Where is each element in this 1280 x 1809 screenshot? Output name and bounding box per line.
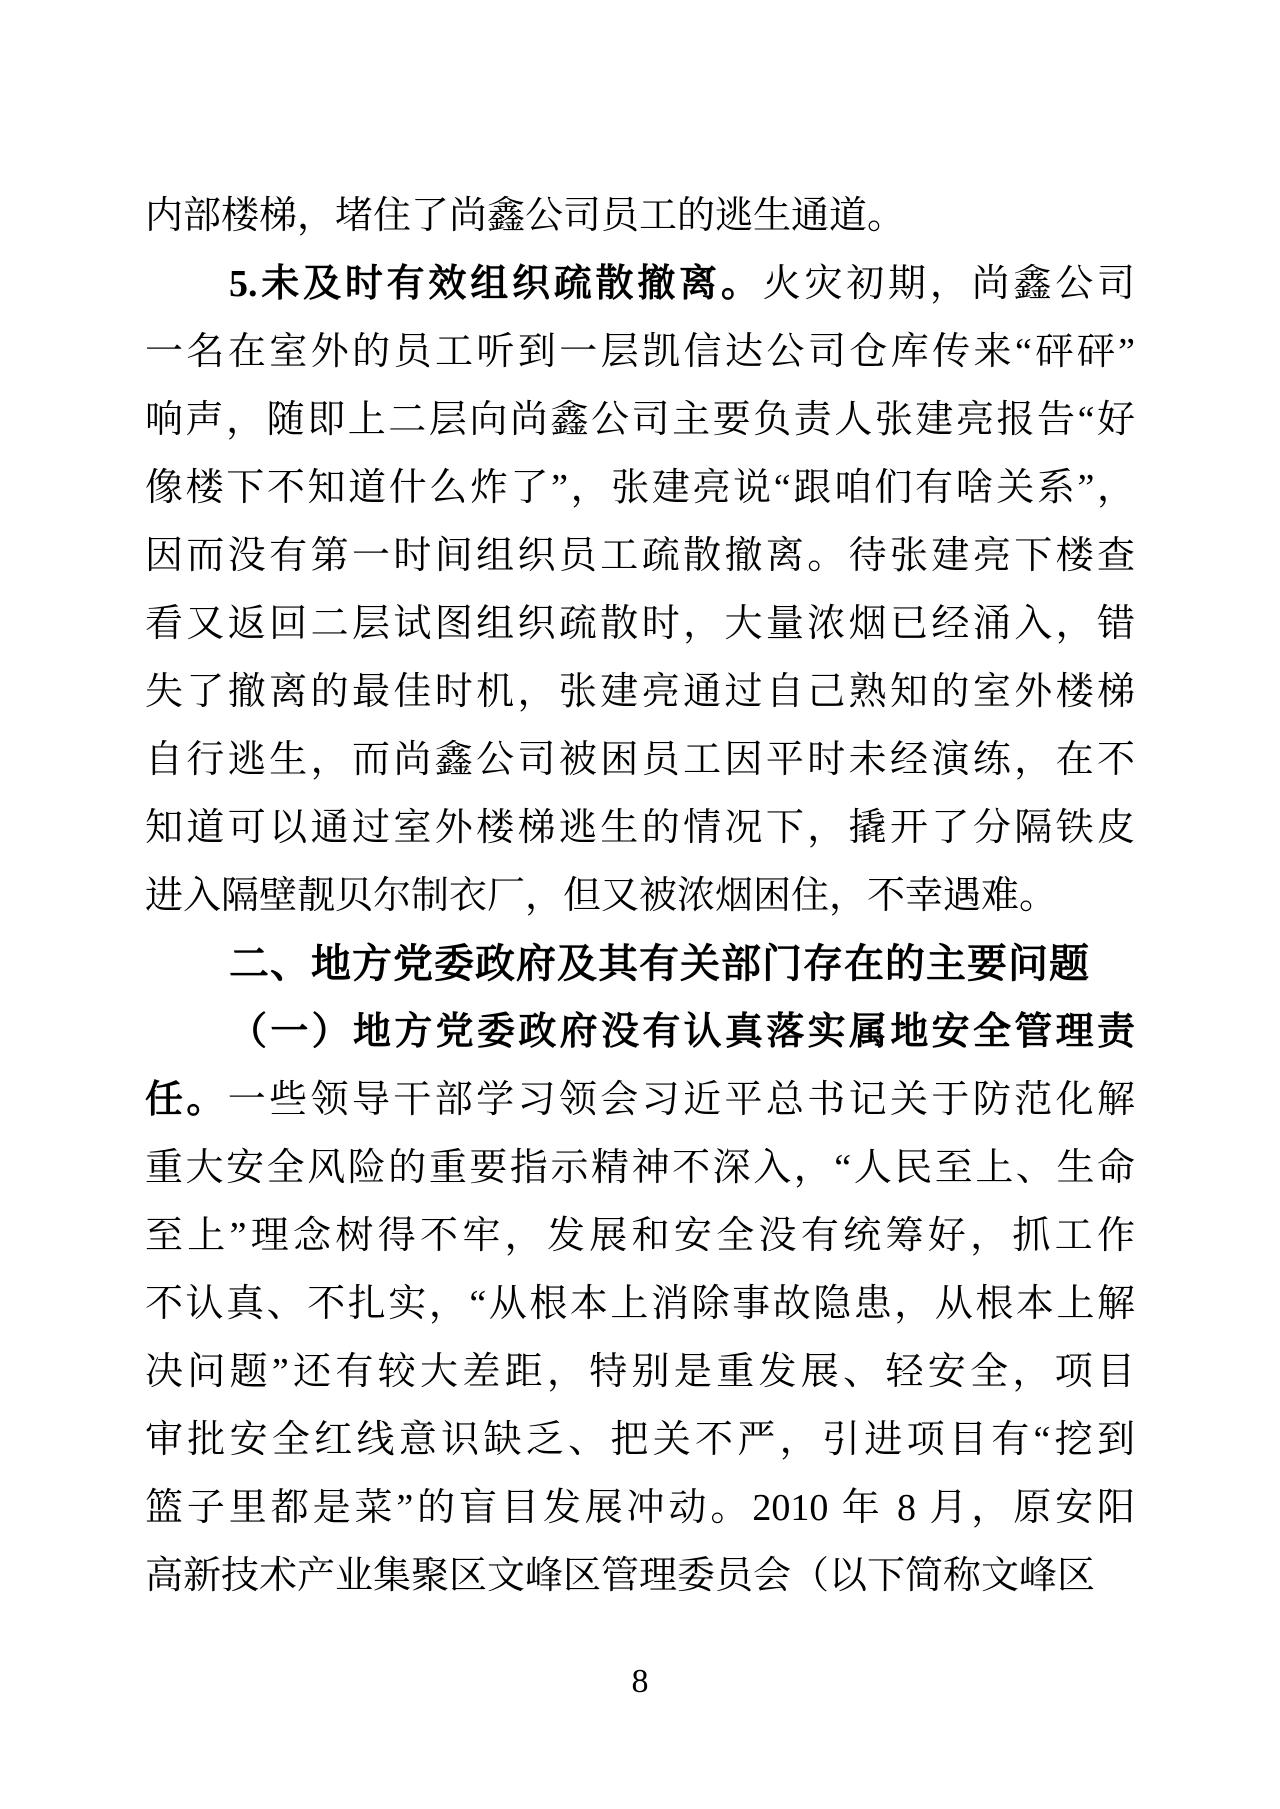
text-line xyxy=(145,1338,1135,1406)
text-segment: 响声，随即上二层向尚鑫公司主要负责人张建亮报告“好 xyxy=(145,399,1135,441)
text-line xyxy=(145,726,1135,794)
text-line xyxy=(145,182,1135,250)
text-line xyxy=(145,1270,1135,1338)
text-line xyxy=(145,998,1135,1066)
text-line xyxy=(145,250,1135,318)
text-line xyxy=(145,794,1135,862)
text-segment: 看又返回二层试图组织疏散时，大量浓烟已经涌入，错 xyxy=(145,603,1135,645)
text-segment: 决问题”还有较大差距，特别是重发展、轻安全，项目 xyxy=(145,1351,1135,1393)
text-segment: 任。 xyxy=(145,1079,228,1121)
text-segment: 重大安全风险的重要指示精神不深入，“人民至上、生命 xyxy=(145,1147,1135,1189)
text-segment: 至上”理念树得不牢，发展和安全没有统筹好，抓工作 xyxy=(145,1215,1135,1257)
text-line xyxy=(145,1406,1135,1474)
text-line xyxy=(145,1134,1135,1202)
text-segment: 审批安全红线意识缺乏、把关不严，引进项目有“挖到 xyxy=(145,1419,1135,1461)
text-line xyxy=(145,590,1135,658)
document-body xyxy=(145,182,1135,1610)
section-heading xyxy=(145,930,1135,998)
text-line xyxy=(145,386,1135,454)
text-segment: （一）地方党委政府没有认真落实属地安全管理责 xyxy=(229,1011,1135,1053)
text-segment: 一些领导干部学习领会习近平总书记关于防范化解 xyxy=(227,1079,1135,1121)
text-segment: 5.未及时有效组织疏散撤离。 xyxy=(229,263,763,305)
text-segment: 火灾初期，尚鑫公司 xyxy=(762,263,1135,305)
text-segment: 篮子里都是菜”的盲目发展冲动。2010 年 8 月，原安阳 xyxy=(145,1487,1135,1529)
text-segment: 进入隔壁靓贝尔制衣厂，但又被浓烟困住，不幸遇难。 xyxy=(145,875,1058,917)
text-line xyxy=(145,1542,1135,1610)
text-line xyxy=(145,318,1135,386)
text-segment: （以下简称文峰区 xyxy=(791,1555,1096,1597)
text-segment: 内部楼梯，堵住了尚鑫公司员工的逃生通道。 xyxy=(145,195,906,237)
text-line xyxy=(145,862,1135,930)
page-number: 8 xyxy=(631,1663,649,1700)
text-segment: 知道可以通过室外楼梯逃生的情况下，撬开了分隔铁皮 xyxy=(145,807,1135,849)
text-segment: 像楼下不知道什么炸了”，张建亮说“跟咱们有啥关系”， xyxy=(145,467,1135,509)
text-segment: 高新技术产业集聚区文峰区管理委员会 xyxy=(145,1555,792,1597)
text-segment: 一名在室外的员工听到一层凯信达公司仓库传来“砰砰” xyxy=(145,331,1135,373)
text-line xyxy=(145,1202,1135,1270)
text-segment: 不认真、不扎实，“从根本上消除事故隐患，从根本上解 xyxy=(145,1283,1135,1325)
text-line xyxy=(145,1474,1135,1542)
text-segment: 二、地方党委政府及其有关部门存在的主要问题 xyxy=(229,942,1090,986)
text-segment: 失了撤离的最佳时机，张建亮通过自己熟知的室外楼梯 xyxy=(145,671,1135,713)
text-line xyxy=(145,454,1135,522)
text-segment: 自行逃生，而尚鑫公司被困员工因平时未经演练，在不 xyxy=(145,739,1135,781)
text-segment: 因而没有第一时间组织员工疏散撤离。待张建亮下楼查 xyxy=(145,535,1135,577)
text-line xyxy=(145,1066,1135,1134)
text-line xyxy=(145,658,1135,726)
text-line xyxy=(145,522,1135,590)
